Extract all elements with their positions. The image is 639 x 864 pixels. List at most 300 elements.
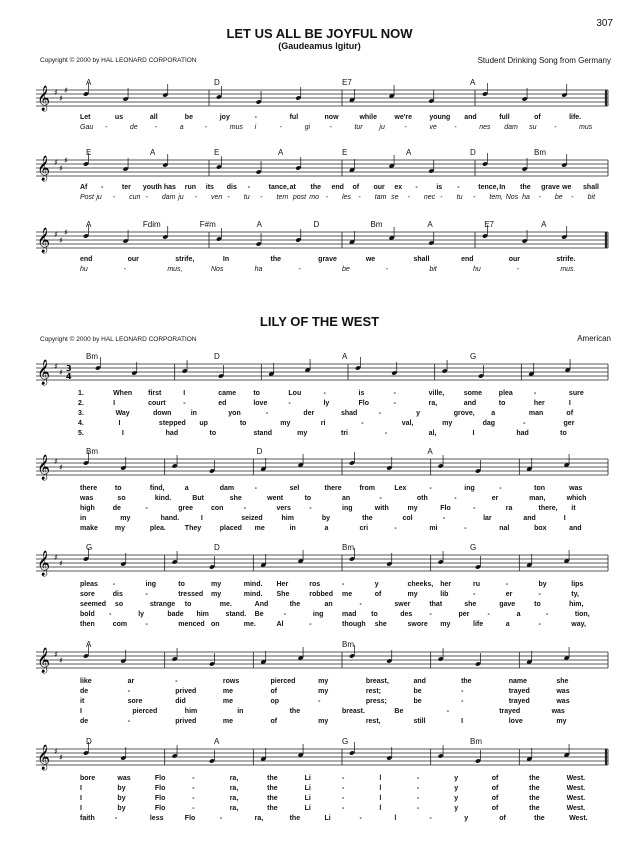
lyric-syllable: and xyxy=(523,515,536,522)
lyric-syllable: West. xyxy=(566,775,586,782)
lyric-syllable: name xyxy=(508,678,528,685)
lyric-syllable: of xyxy=(499,815,506,822)
lyric-syllable: a xyxy=(516,611,521,618)
lyric-syllable: - xyxy=(429,485,432,492)
lyric-syllable: In xyxy=(222,256,230,263)
lyric-syllable: my xyxy=(211,581,222,588)
lyric-syllable: - xyxy=(457,184,460,191)
lyric-syllable: - xyxy=(429,815,432,822)
lyric-syllable: it xyxy=(571,505,576,512)
music-system xyxy=(36,220,608,282)
sharp-icon: ♯ xyxy=(59,368,63,377)
lyric-syllable: Af xyxy=(80,184,88,191)
lyric-syllable: nec xyxy=(423,194,436,201)
lyric-syllable: there xyxy=(80,485,98,492)
lyric-syllable: per xyxy=(458,611,470,618)
lyric-syllable: ra, xyxy=(229,795,239,802)
lyric-syllable: in xyxy=(237,708,244,715)
lyric-syllable: swer xyxy=(394,601,411,608)
lyric-syllable: placed xyxy=(219,525,242,532)
sharp-icon: ♯ xyxy=(54,650,58,659)
lyric-syllable: rest; xyxy=(365,688,381,695)
lyric-syllable: and xyxy=(413,678,426,685)
lyric-syllable: ju xyxy=(379,124,385,131)
lyric-syllable: there xyxy=(324,485,342,492)
lyric-syllable: nes xyxy=(479,124,491,131)
lyric-syllable: ger xyxy=(563,420,575,427)
lyric-syllable: joy xyxy=(219,114,230,121)
lyric-syllable: be xyxy=(342,266,350,273)
lyric-syllable: al, xyxy=(428,430,437,437)
lyric-syllable: bit xyxy=(587,194,596,201)
lyric-syllable: trayed xyxy=(499,708,521,715)
lyric-syllable: - xyxy=(359,815,362,822)
lyric-syllable: Nos xyxy=(505,194,519,201)
lyric-syllable: ve xyxy=(429,124,437,131)
lyric-syllable: - xyxy=(440,194,443,201)
lyric-syllable: was xyxy=(80,495,94,502)
lyric-syllable: - xyxy=(192,775,195,782)
lyric-syllable: me xyxy=(342,591,353,598)
lyric-syllable: - xyxy=(309,621,312,628)
lyric-syllable: so xyxy=(117,495,126,502)
lyric-syllable: a xyxy=(491,410,496,417)
lyric-syllable: her xyxy=(533,400,545,407)
lyric-syllable: su xyxy=(529,124,537,131)
lyric-syllable: him, xyxy=(569,601,584,608)
lyric-syllable: ru xyxy=(473,581,480,588)
lyric-syllable: l xyxy=(379,785,382,792)
lyric-syllable: grave xyxy=(541,184,560,191)
lyric-syllable: my xyxy=(297,430,308,437)
lyric-syllable: sore xyxy=(80,591,95,598)
sharp-icon: ♯ xyxy=(59,559,63,568)
lyric-syllable: hand. xyxy=(160,515,180,522)
lyric-syllable: ra, xyxy=(229,805,239,812)
lyric-syllable: the xyxy=(310,184,322,191)
lyric-syllable: - xyxy=(279,124,282,131)
lyric-syllable: val, xyxy=(401,420,414,427)
lyric-syllable: 3. xyxy=(78,410,84,417)
lyric-syllable: sore xyxy=(127,698,143,705)
lyric-syllable: find, xyxy=(149,485,165,492)
lyric-syllable: mo xyxy=(309,194,319,201)
lyric-syllable: the xyxy=(289,708,301,715)
lyric-syllable: I xyxy=(118,420,121,427)
lyric-syllable: - xyxy=(461,688,464,695)
lyric-syllable: with xyxy=(374,505,389,512)
lyric-syllable: though xyxy=(342,621,366,628)
lyric-syllable: Flo xyxy=(154,775,166,782)
lyric-syllable: me xyxy=(254,525,265,532)
lyric-syllable: Gau xyxy=(80,124,94,131)
lyric-syllable: I xyxy=(563,515,566,522)
lyric-syllable: run xyxy=(184,184,197,191)
lyric-syllable: tion, xyxy=(574,611,590,618)
lyric-syllable: came xyxy=(218,390,237,397)
chord-symbol: E xyxy=(342,148,348,157)
lyric-syllable: bold xyxy=(80,611,95,618)
treble-clef-icon: 𝄞 xyxy=(37,648,51,673)
sharp-icon: ♯ xyxy=(59,656,63,665)
lyric-syllable: Post xyxy=(80,194,95,201)
lyric-syllable: plea xyxy=(498,390,513,397)
lyric-syllable: was xyxy=(117,775,131,782)
lyric-syllable: tri xyxy=(341,430,348,437)
lyric-syllable: op xyxy=(270,698,280,705)
lyric-syllable: strange xyxy=(149,601,176,608)
lyric-syllable: ful xyxy=(289,114,299,121)
lyric-syllable: - xyxy=(416,795,420,802)
chord-symbol: D xyxy=(86,737,92,746)
lyric-syllable: rest, xyxy=(365,718,381,725)
lyric-syllable: my xyxy=(280,420,291,427)
sharp-icon: ♯ xyxy=(64,156,68,165)
lyric-syllable: was xyxy=(556,698,570,705)
chord-symbol: D xyxy=(470,148,476,157)
lyric-syllable: mus, xyxy=(167,266,183,273)
lyric-syllable: end xyxy=(461,256,474,263)
lyric-syllable: Flo xyxy=(358,400,370,407)
chord-symbol: A xyxy=(278,148,284,157)
lyric-syllable: prived xyxy=(175,688,197,695)
lyric-syllable: pierced xyxy=(132,708,158,715)
lyric-syllable: y xyxy=(464,815,469,822)
lyric-syllable: tam xyxy=(374,194,387,201)
lyric-syllable: to xyxy=(253,390,260,397)
chord-symbol: Bm xyxy=(370,220,383,229)
lyric-syllable: be xyxy=(413,698,422,705)
lyric-syllable: prived xyxy=(175,718,197,725)
lyric-syllable: grove, xyxy=(453,410,475,417)
copyright-notice: Copyright © 2000 by HAL LEONARD CORPORATION xyxy=(40,57,197,64)
lyric-syllable: post xyxy=(292,194,307,201)
lyric-syllable: ly xyxy=(323,400,330,407)
treble-clef-icon: 𝄞 xyxy=(37,455,51,480)
lyric-syllable: - xyxy=(361,420,364,427)
lyric-syllable: She xyxy=(276,591,290,598)
chord-symbol: E7 xyxy=(342,78,352,87)
lyric-syllable: gi xyxy=(304,124,311,131)
lyric-syllable: - xyxy=(112,581,116,588)
lyric-syllable: the xyxy=(534,815,545,822)
lyric-syllable: an xyxy=(324,601,333,608)
lyric-syllable: life. xyxy=(569,114,582,121)
lyric-syllable: gave xyxy=(499,601,516,608)
lyric-syllable: mi xyxy=(429,525,438,532)
lyric-syllable: West. xyxy=(569,815,588,822)
lyric-syllable: I xyxy=(121,430,124,437)
lyric-syllable: court xyxy=(148,400,166,407)
lyric-syllable: me xyxy=(222,688,234,695)
lyric-syllable: de xyxy=(112,505,121,512)
lyric-syllable: dis xyxy=(226,184,237,191)
lyric-syllable: - xyxy=(415,184,418,191)
lyric-syllable: ly xyxy=(138,611,145,618)
lyric-syllable: - xyxy=(204,124,208,131)
lyric-syllable: - xyxy=(384,430,388,437)
lyric-syllable: ter xyxy=(121,184,131,191)
lyric-syllable: our xyxy=(508,256,520,263)
lyric-syllable: - xyxy=(379,495,382,502)
lyric-syllable: be xyxy=(554,194,563,201)
lyric-syllable: of xyxy=(374,591,382,598)
lyric-syllable: the xyxy=(461,678,472,685)
sharp-icon: ♯ xyxy=(54,362,58,371)
lyric-syllable: 5. xyxy=(78,430,84,437)
lyric-syllable: us xyxy=(114,114,124,121)
treble-clef-icon: 𝄞 xyxy=(37,86,51,111)
lyric-syllable: Flo xyxy=(154,805,166,812)
lyric-syllable: - xyxy=(393,390,396,397)
lyric-syllable: a xyxy=(184,485,189,492)
lyric-syllable: still xyxy=(413,718,426,725)
treble-clef-icon: 𝄞 xyxy=(37,156,51,181)
chord-symbol: D xyxy=(214,543,220,552)
lyric-syllable: - xyxy=(378,410,381,417)
lyric-syllable: dag xyxy=(482,420,496,427)
lyric-syllable: - xyxy=(145,621,148,628)
lyric-syllable: be xyxy=(413,688,422,695)
lyric-syllable: from xyxy=(359,485,376,492)
lyric-syllable: swore xyxy=(407,621,428,628)
lyric-syllable: pierced xyxy=(270,678,296,685)
lyric-syllable: to xyxy=(114,485,122,492)
lyric-syllable: our xyxy=(127,256,139,263)
lyric-syllable: West. xyxy=(566,785,586,792)
sharp-icon: ♯ xyxy=(54,230,58,239)
lyric-syllable: - xyxy=(145,505,148,512)
lyric-syllable: - xyxy=(473,194,476,201)
lyric-syllable: youth xyxy=(142,184,162,191)
lyric-syllable: strife. xyxy=(556,256,576,263)
lyric-syllable: I xyxy=(461,718,464,725)
lyric-syllable: - xyxy=(100,184,104,191)
lyric-syllable: of xyxy=(270,688,278,695)
lyric-syllable: her xyxy=(440,581,452,588)
sharp-icon: ♯ xyxy=(54,747,58,756)
lyric-syllable: my xyxy=(440,621,451,628)
chord-symbol: F#m xyxy=(199,220,216,229)
lyric-syllable: tu xyxy=(243,194,250,201)
lyric-syllable: 4. xyxy=(78,420,84,427)
lyric-syllable: - xyxy=(533,390,537,397)
lyric-syllable: - xyxy=(523,420,526,427)
lyric-syllable: Li xyxy=(304,775,311,782)
lyric-syllable: like xyxy=(80,678,92,685)
song-subtitle: (Gaudeamus Igitur) xyxy=(278,41,361,51)
chord-symbol: E xyxy=(86,148,92,157)
treble-clef-icon: 𝄞 xyxy=(37,745,51,770)
lyric-syllable: And xyxy=(254,601,269,608)
lyric-syllable: my xyxy=(114,525,126,532)
lyric-syllable: ar xyxy=(127,678,135,685)
lyric-syllable: Let xyxy=(80,114,91,121)
lyric-syllable: lib xyxy=(440,591,449,598)
lyric-syllable: mus. xyxy=(560,266,576,273)
lyric-syllable: Be xyxy=(254,611,264,618)
lyric-syllable: end xyxy=(80,256,93,263)
lyric-syllable: trayed xyxy=(508,698,530,705)
lyric-syllable: him xyxy=(281,515,294,522)
lyric-syllable: by xyxy=(117,785,126,792)
music-system xyxy=(36,352,608,442)
lyric-syllable: dam xyxy=(504,124,518,131)
lyric-syllable: - xyxy=(429,611,432,618)
sharp-icon: ♯ xyxy=(54,158,58,167)
lyric-syllable: on xyxy=(211,621,220,628)
lyric-syllable: - xyxy=(283,611,287,618)
lyric-syllable: tem xyxy=(276,194,289,201)
time-signature-icon: 3 xyxy=(66,364,72,373)
lyric-syllable: ju xyxy=(178,194,184,201)
lyric-syllable: down xyxy=(153,410,172,417)
lyric-syllable: we xyxy=(365,256,376,263)
lyric-syllable: nal xyxy=(499,525,510,532)
lyric-syllable: Her xyxy=(276,581,289,588)
lyric-syllable: bit xyxy=(429,266,437,273)
lyric-syllable: went xyxy=(267,495,284,502)
lyric-syllable: by xyxy=(321,515,331,522)
lyric-syllable: a xyxy=(179,124,184,131)
lyric-syllable: - xyxy=(227,194,230,201)
lyric-syllable: I xyxy=(568,400,571,407)
lyric-syllable: of xyxy=(566,410,574,417)
lyric-syllable: cun xyxy=(129,194,141,201)
lyric-syllable: bade xyxy=(167,611,184,618)
music-system xyxy=(36,543,608,633)
lyric-syllable: - xyxy=(109,611,112,618)
lyric-syllable: my xyxy=(318,718,329,725)
lyric-syllable: seemed xyxy=(80,601,107,608)
lyric-syllable: ing xyxy=(145,581,156,588)
lyric-syllable: West. xyxy=(566,805,586,812)
lyric-syllable: my xyxy=(211,591,222,598)
chord-symbol: D xyxy=(214,78,220,87)
chord-symbol: G xyxy=(470,352,477,361)
lyric-syllable: l xyxy=(379,775,382,782)
lyric-syllable: love xyxy=(508,718,523,725)
lyric-syllable: l xyxy=(394,815,397,822)
chord-symbol: Bm xyxy=(342,640,354,649)
lyric-syllable: I xyxy=(200,515,203,522)
lyric-syllable: of xyxy=(491,795,499,802)
lyric-syllable: in xyxy=(190,410,197,417)
lyric-syllable: love xyxy=(253,400,268,407)
lyric-syllable: der xyxy=(303,410,315,417)
chord-symbol: G xyxy=(470,543,477,552)
lyric-syllable: our xyxy=(373,184,385,191)
lyric-syllable: trayed xyxy=(508,688,530,695)
lyric-syllable: had xyxy=(516,430,529,437)
lyric-syllable: In xyxy=(499,184,506,191)
lyric-syllable: hu xyxy=(80,266,88,273)
lyric-syllable: end xyxy=(331,184,344,191)
lyric-syllable: my xyxy=(318,678,329,685)
lyric-syllable: ra, xyxy=(428,400,438,407)
chord-symbol: A xyxy=(86,220,92,229)
lyric-syllable: strife, xyxy=(175,256,195,263)
lyric-syllable: Lex xyxy=(394,485,407,492)
lyric-syllable: the xyxy=(529,785,540,792)
song-origin: Student Drinking Song from Germany xyxy=(477,56,611,65)
lyric-syllable: ju xyxy=(96,194,102,201)
lyric-syllable: she xyxy=(229,495,242,502)
chord-symbol: Bm xyxy=(470,737,482,746)
chord-symbol: A xyxy=(406,148,412,157)
lyric-syllable: press; xyxy=(365,698,387,705)
lyric-syllable: she xyxy=(556,678,569,685)
lyric-syllable: its xyxy=(205,184,214,191)
lyric-syllable: West. xyxy=(566,795,586,802)
lyric-syllable: ing xyxy=(312,611,324,618)
music-system xyxy=(36,78,608,140)
chord-symbol: E7 xyxy=(484,220,495,229)
lyric-syllable: stepped xyxy=(158,420,186,427)
lyric-syllable: be xyxy=(184,114,193,121)
lyric-syllable: - xyxy=(342,805,345,812)
lyric-syllable: vers xyxy=(276,505,291,512)
lyric-syllable: full xyxy=(499,114,510,121)
lyric-syllable: - xyxy=(571,194,574,201)
lyric-syllable: breast, xyxy=(365,678,389,685)
chord-symbol: A xyxy=(214,737,220,746)
sharp-icon: ♯ xyxy=(54,88,58,97)
lyric-syllable: 1. xyxy=(78,390,84,397)
lyric-syllable: They xyxy=(184,525,202,532)
lyric-syllable: all xyxy=(149,114,158,121)
lyric-syllable: - xyxy=(288,400,291,407)
lyric-syllable: con xyxy=(211,505,224,512)
lyric-syllable: to xyxy=(239,420,247,427)
lyric-syllable: me. xyxy=(243,621,256,628)
lyric-syllable: the xyxy=(270,256,282,263)
lyric-syllable: high xyxy=(80,505,95,512)
lyric-syllable: me xyxy=(222,698,234,705)
lyric-syllable: of xyxy=(491,785,499,792)
lyric-syllable: ra xyxy=(505,505,513,512)
chord-symbol: A xyxy=(470,78,476,87)
lyric-syllable: of xyxy=(491,775,499,782)
lyric-syllable: - xyxy=(393,400,396,407)
lyric-syllable: I xyxy=(80,805,82,812)
lyric-syllable: a xyxy=(324,525,329,532)
song-origin: American xyxy=(577,334,611,343)
lyric-syllable: faith xyxy=(80,815,95,822)
lyric-syllable: Flo xyxy=(154,785,166,792)
lyric-syllable: a xyxy=(505,621,510,628)
lyric-syllable: y xyxy=(374,581,379,588)
lyric-syllable: 2. xyxy=(78,400,84,407)
lyric-syllable: the xyxy=(267,785,278,792)
lyric-syllable: lips xyxy=(571,581,584,588)
lyric-syllable: Li xyxy=(304,805,311,812)
lyric-syllable: now xyxy=(324,114,339,121)
lyric-syllable: had xyxy=(165,430,179,437)
lyric-syllable: was xyxy=(551,708,565,715)
lyric-syllable: - xyxy=(254,485,257,492)
lyric-syllable: - xyxy=(298,266,301,273)
music-system xyxy=(36,148,608,214)
chord-symbol: Bm xyxy=(342,543,354,552)
chord-symbol: A xyxy=(427,220,433,229)
chord-symbol: A xyxy=(427,447,433,456)
sharp-icon: ♯ xyxy=(64,86,68,95)
lyric-syllable: and xyxy=(463,400,477,407)
lyric-syllable: - xyxy=(538,621,541,628)
lyric-syllable: y xyxy=(454,785,459,792)
lyric-syllable: shall xyxy=(413,256,430,263)
